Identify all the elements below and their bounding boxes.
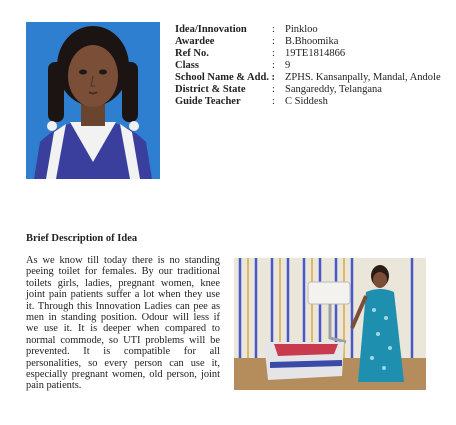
detail-row-awardee bbox=[175, 36, 445, 48]
detail-label: Class bbox=[175, 60, 199, 71]
detail-row-idea bbox=[175, 24, 445, 36]
detail-label: Ref No. bbox=[175, 48, 209, 59]
detail-separator: : bbox=[272, 48, 275, 59]
detail-separator: : bbox=[272, 36, 275, 47]
detail-separator: : bbox=[272, 84, 275, 95]
awardee-details bbox=[175, 24, 445, 108]
detail-label: Idea/Innovation bbox=[175, 24, 247, 35]
detail-value: Pinkloo bbox=[285, 24, 318, 35]
detail-value: 9 bbox=[285, 60, 291, 71]
innovation-photo bbox=[234, 258, 426, 390]
detail-label: Awardee bbox=[175, 36, 215, 47]
detail-row-district bbox=[175, 84, 445, 96]
detail-row-school bbox=[175, 72, 445, 84]
description-heading: Brief Description of Idea bbox=[26, 233, 138, 244]
detail-value: C Siddesh bbox=[285, 96, 328, 107]
detail-row-guide bbox=[175, 96, 445, 108]
detail-value: B.Bhoomika bbox=[285, 36, 339, 47]
detail-value: Sangareddy, Telangana bbox=[285, 84, 382, 95]
detail-label: School Name & Add. : bbox=[175, 72, 276, 83]
detail-label: Guide Teacher bbox=[175, 96, 241, 107]
awardee-portrait bbox=[26, 22, 160, 179]
detail-separator: : bbox=[272, 24, 275, 35]
detail-separator: : bbox=[272, 96, 275, 107]
detail-label: District & State bbox=[175, 84, 246, 95]
detail-row-ref-no bbox=[175, 48, 445, 60]
description-body: As we know till today there is no standing peeing toilet for females. By our traditional toilets girls, ladies, pregnant women, knee joint pain patients suffer a lot when they use it. Through this Innovation Ladies can pee as men in standing position. Odour will less if we use it. It is deeper when compared to normal commode, so UTI problems will be prevented. It is compatible for all personalities, so every person can use it, especially pregnant women, old person, joint pain patients. bbox=[26, 255, 220, 392]
detail-separator: : bbox=[272, 60, 275, 71]
detail-value: ZPHS. Kansanpally, Mandal, Andole bbox=[285, 72, 441, 83]
detail-value: 19TE1814866 bbox=[285, 48, 346, 59]
detail-row-class bbox=[175, 60, 445, 72]
